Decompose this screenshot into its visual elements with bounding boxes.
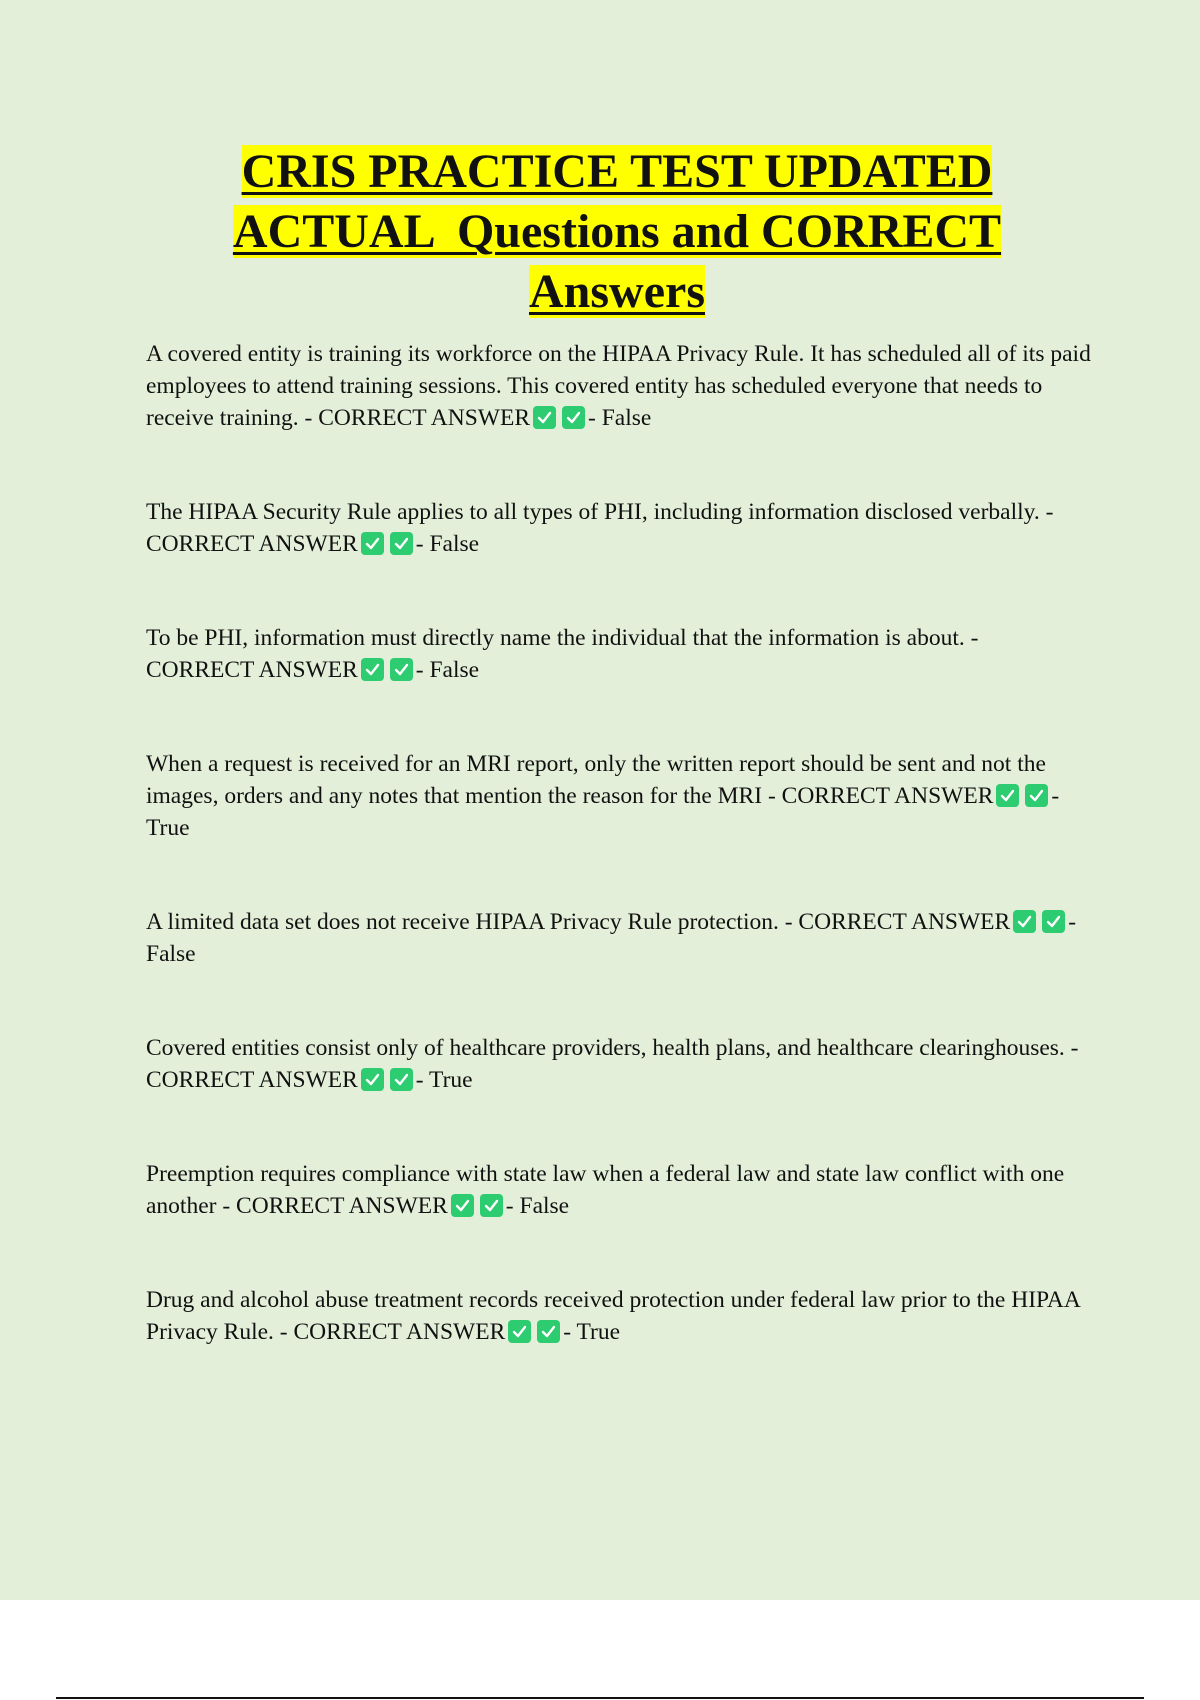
question-text: When a request is received for an MRI report, only the written report should be sent and not the images, orders and any notes that mention the reason for the MRI: [146, 751, 1046, 809]
answer-marker: - CORRECT ANSWER: [767, 783, 994, 809]
check-box-icon: [562, 406, 585, 429]
question-text: A covered entity is training its workforce on the HIPAA Privacy Rule. It has scheduled all of its paid employees to attend training sessions. This covered entity has scheduled everyone that needs to receive training.: [146, 341, 1091, 431]
answer-text: - False: [415, 657, 480, 683]
answer-marker: - CORRECT ANSWER: [146, 625, 979, 683]
check-box-icon: [480, 1194, 503, 1217]
check-box-icon: [361, 658, 384, 681]
question-text: Covered entities consist only of healthcare providers, health plans, and healthcare clearinghouses.: [146, 1035, 1065, 1061]
title-line-1: CRIS PRACTICE TEST UPDATED: [241, 145, 993, 198]
title-line-2: ACTUAL Questions and CORRECT: [232, 205, 1002, 258]
answer-text: - False: [146, 909, 1077, 967]
question-text: Drug and alcohol abuse treatment records received protection under federal law prior to the HIPAA Privacy Rule.: [146, 1287, 1080, 1345]
qa-list: [146, 338, 1092, 1410]
document-title: [150, 142, 1084, 322]
qa-item: [146, 906, 1092, 970]
check-box-icon: [390, 532, 413, 555]
qa-item: [146, 622, 1092, 686]
answer-text: - True: [146, 783, 1060, 841]
question-text: The HIPAA Security Rule applies to all types of PHI, including information disclosed verbally.: [146, 499, 1040, 525]
answer-text: - True: [563, 1319, 621, 1345]
check-box-icon: [996, 784, 1019, 807]
qa-item: [146, 1284, 1092, 1348]
answer-marker: - CORRECT ANSWER: [304, 405, 530, 431]
qa-item: [146, 338, 1092, 434]
answer-text: - False: [505, 1193, 570, 1219]
check-box-icon: [390, 658, 413, 681]
qa-item: [146, 748, 1092, 844]
answer-marker: - CORRECT ANSWER: [222, 1193, 448, 1219]
qa-item: [146, 1032, 1092, 1096]
question-text: A limited data set does not receive HIPAA Privacy Rule protection.: [146, 909, 779, 935]
check-box-icon: [537, 1320, 560, 1343]
check-box-icon: [361, 1068, 384, 1091]
title-line-3: Answers: [529, 265, 705, 318]
footer-rule: [56, 1697, 1144, 1699]
answer-text: - False: [588, 405, 652, 431]
check-box-icon: [390, 1068, 413, 1091]
answer-marker: - CORRECT ANSWER: [279, 1319, 506, 1345]
check-box-icon: [1025, 784, 1048, 807]
qa-item: [146, 496, 1092, 560]
answer-marker: - CORRECT ANSWER: [146, 499, 1054, 557]
answer-text: - True: [415, 1067, 473, 1093]
check-box-icon: [508, 1320, 531, 1343]
check-box-icon: [1013, 910, 1036, 933]
answer-marker: - CORRECT ANSWER: [784, 909, 1011, 935]
check-box-icon: [451, 1194, 474, 1217]
check-box-icon: [533, 406, 556, 429]
answer-text: - False: [415, 531, 480, 557]
check-box-icon: [361, 532, 384, 555]
qa-item: [146, 1158, 1092, 1222]
question-text: To be PHI, information must directly name the individual that the information is about.: [146, 625, 965, 651]
answer-marker: - CORRECT ANSWER: [146, 1035, 1079, 1093]
check-box-icon: [1042, 910, 1065, 933]
question-text: Preemption requires compliance with state law when a federal law and state law conflict with one another: [146, 1161, 1065, 1219]
